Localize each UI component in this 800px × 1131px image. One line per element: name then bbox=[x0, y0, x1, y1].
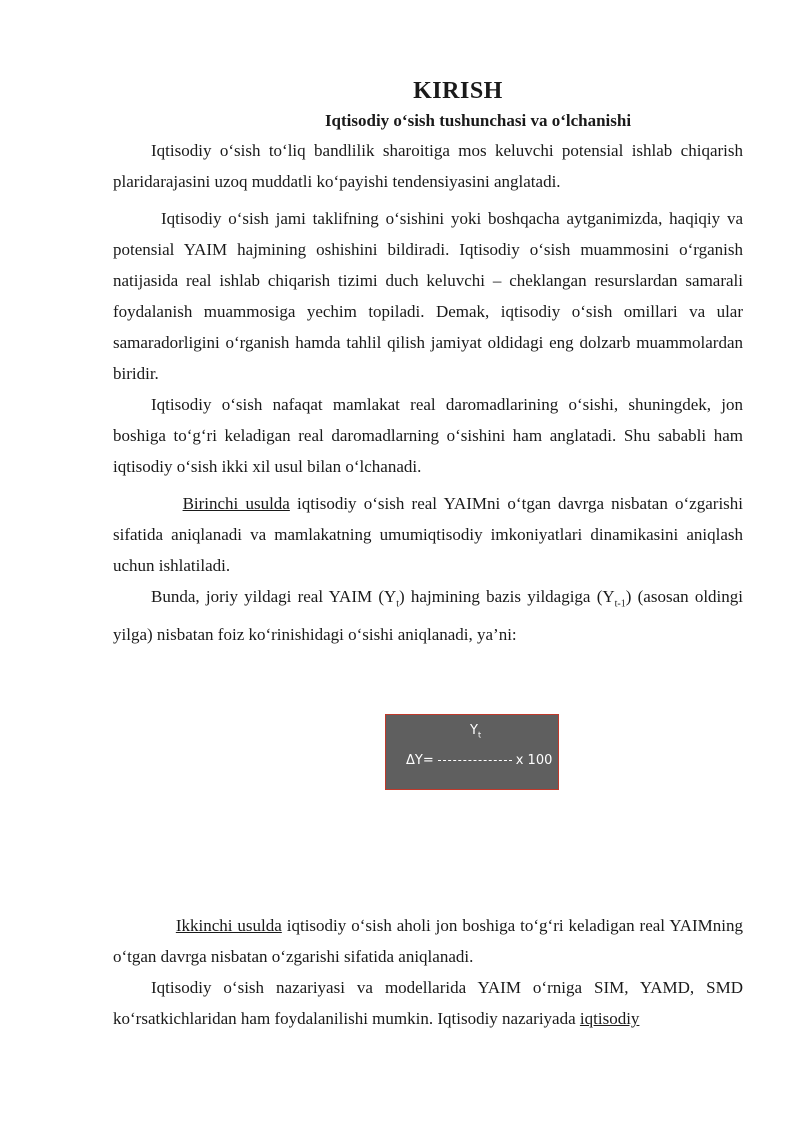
underlined-term-second-method: Ikkinchi usulda bbox=[175, 916, 282, 936]
paragraph-2: Iqtisodiy o‘sish jami taklifning o‘sishini yoki boshqacha aytganimizda, haqiqiy va potensial YAIM hajmining oshishini bildiradi. Iqtisodiy o‘sish muammosini o‘rganish natijasida real ishlab chiqarish tizimi duch keluvchi – cheklangan resurslardan samarali foydalanish muammosiga yechim topiladi. Demak, iqtisodiy o‘sish omillari va ular samaradorligini o‘rganish hamda tahlil qilish jamiyat oldidagi eng dolzarb muammolardan biridir. bbox=[113, 209, 743, 383]
formula-rhs: x 100 bbox=[515, 753, 553, 769]
formula-numerator bbox=[470, 723, 481, 740]
underlined-term-iqtisodiy: iqtisodiy bbox=[579, 1009, 640, 1029]
paragraph-6-text: iqtisodiy o‘sish aholi jon boshiga to‘g‘ri keladigan real YAIMning o‘tgan davrga nisbatan o‘zgarishi sifatida aniqlanadi. bbox=[113, 916, 744, 967]
section-subtitle: Iqtisodiy o‘sish tushunchasi va o‘lchanishi bbox=[324, 111, 632, 130]
paragraph-7-text: Iqtisodiy o‘sish nazariyasi va modellarida YAIM o‘rniga SIM, YAMD, SMD ko‘rsatkichlaridan ham foydalanilishi mumkin. Iqtisodiy nazariyada bbox=[113, 978, 743, 1029]
paragraph-1: Iqtisodiy o‘sish to‘liq bandlilik sharoitiga mos keluvchi potensial ishlab chiqarish plaridarajasini uzoq muddatli ko‘payishi tendensiyasini anglatadi. bbox=[113, 141, 743, 191]
formula-lhs: ΔY= bbox=[406, 753, 434, 769]
subscript-t: t bbox=[396, 598, 400, 610]
paragraph-6 bbox=[113, 910, 743, 972]
paragraph-5 bbox=[113, 581, 743, 650]
formula-area bbox=[113, 650, 743, 910]
paragraph-5-part-a: Bunda, joriy yildagi real YAIM (Y bbox=[151, 587, 397, 606]
underlined-term-first-method: Birinchi usulda bbox=[182, 494, 290, 513]
formula-numerator-subscript: t bbox=[477, 730, 482, 740]
paragraph-4-text: iqtisodiy o‘sish real YAIMni o‘tgan davrga nisbatan o‘zgarishi sifatida aniqlanadi va mamlakatning umumiqtisodiy imkoniyatlari dinamikasini aniqlash uchun ishlatiladi. bbox=[113, 494, 743, 575]
formula-row bbox=[406, 753, 552, 768]
subscript-t-minus-1: t-1 bbox=[614, 598, 626, 610]
paragraph-4 bbox=[113, 488, 743, 581]
formula-numerator-symbol: Y bbox=[470, 723, 478, 739]
fraction-line bbox=[438, 760, 512, 761]
page-title: KIRISH bbox=[413, 78, 503, 104]
paragraph-7 bbox=[113, 972, 743, 1034]
formula-box bbox=[385, 714, 559, 790]
document-page bbox=[113, 70, 743, 1034]
paragraph-5-part-b: ) hajmining bazis yildagiga (Y bbox=[399, 587, 615, 606]
paragraph-5-part-c: ) (asosan oldingi yilga) nisbatan foiz ko‘rinishidagi o‘sishi aniqlanadi, ya’ni: bbox=[113, 587, 743, 645]
paragraph-3: Iqtisodiy o‘sish nafaqat mamlakat real daromadlarining o‘sishi, shuningdek, jon boshiga to‘g‘ri keladigan real daromadlarning o‘sishini ham anglatadi. Shu sababli ham iqtisodiy o‘sish ikki xil usul bilan o‘lchanadi. bbox=[113, 395, 743, 476]
